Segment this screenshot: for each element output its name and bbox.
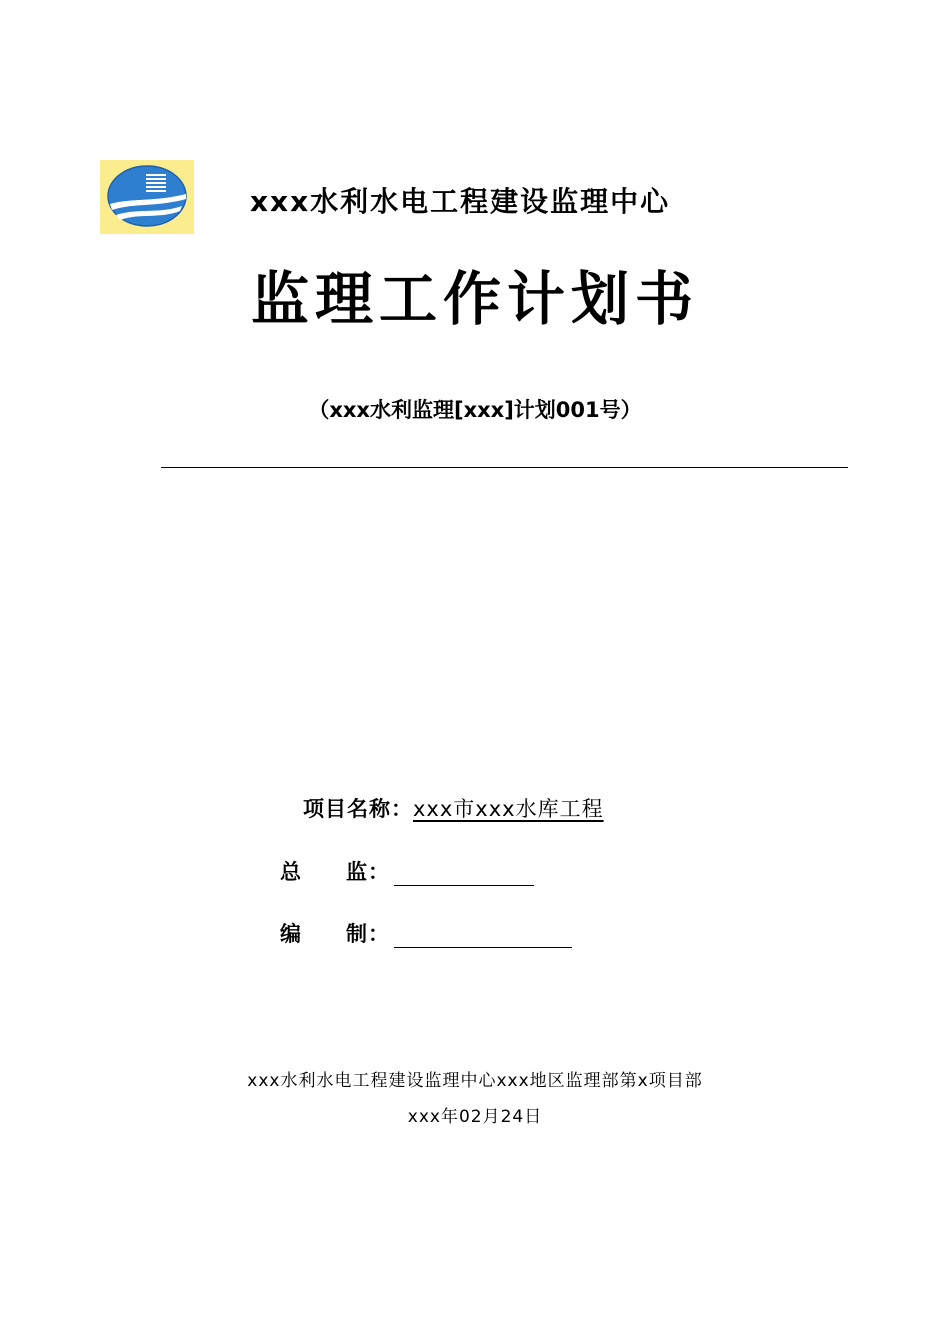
organization-logo — [100, 160, 194, 234]
header-divider — [161, 467, 848, 468]
issue-date: xxx年02月24日 — [407, 1107, 543, 1127]
director-field — [280, 856, 534, 886]
issuing-department: xxx水利水电工程建设监理中心xxx地区监理部第x项目部 — [247, 1071, 703, 1091]
project-name-field — [303, 793, 604, 823]
compiler-label: 编 制： — [280, 922, 390, 946]
director-signature-line[interactable] — [394, 865, 534, 886]
compiler-field — [280, 918, 572, 948]
director-label: 总 监： — [280, 860, 390, 884]
compiler-signature-line[interactable] — [394, 927, 572, 948]
document-number: （xxx水利监理[xxx]计划001号） — [308, 398, 642, 422]
project-name-label: 项目名称： — [303, 797, 413, 821]
project-name-value: xxx市xxx水库工程 — [413, 797, 604, 821]
organization-name: xxx水利水电工程建设监理中心 — [250, 185, 671, 218]
document-title: 监理工作计划书 — [250, 265, 699, 333]
